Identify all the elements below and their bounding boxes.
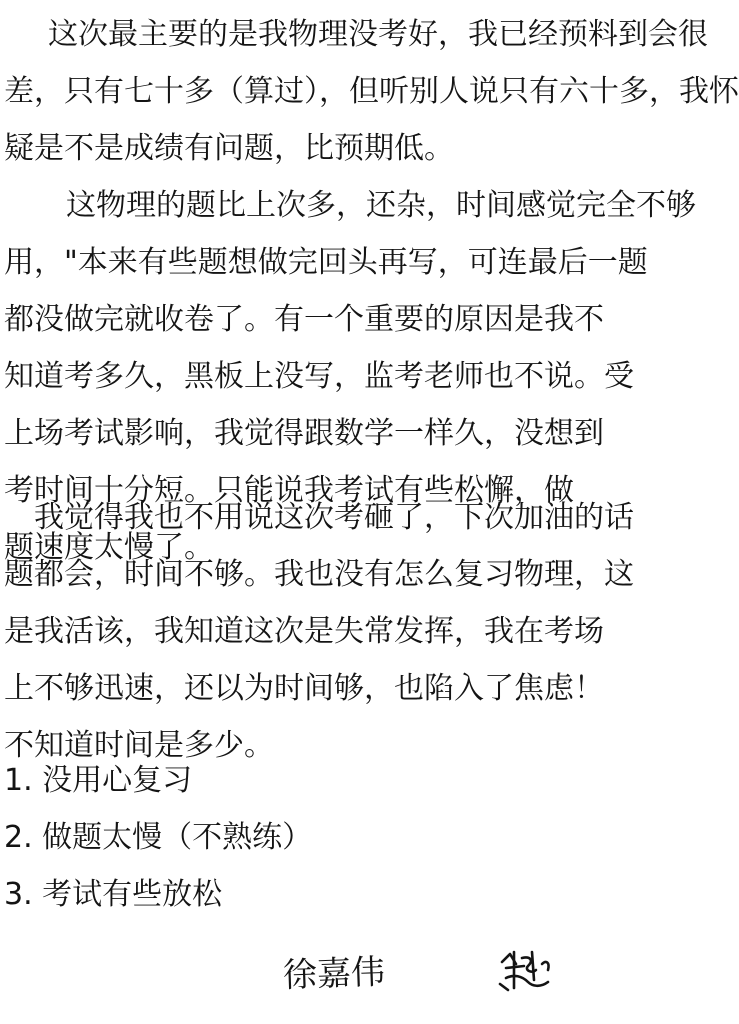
paragraph-line: 疑是不是成绩有问题，比预期低。	[4, 131, 454, 166]
paragraph-1	[0, 6, 739, 177]
list-item: 3. 考试有些放松	[4, 877, 223, 912]
paragraph-line: 这次最主要的是我物理没考好，我已经预料到会很	[48, 17, 708, 52]
paragraph-line: 不知道时间是多少。	[4, 728, 274, 763]
paragraph-line: 上不够迅速，还以为时间够，也陷入了焦虑！	[4, 671, 604, 706]
paragraph-line: 差，只有七十多（算过），但听别人说只有六十多，我怀	[4, 74, 739, 109]
paragraph-line: 知道考多久，黑板上没写，监考老师也不说。受	[4, 359, 634, 394]
signature-scribble-icon	[492, 944, 558, 996]
paragraph-line: 这物理的题比上次多，还杂，时间感觉完全不够	[66, 188, 696, 223]
paragraph-line: 我觉得我也不用说这次考砸了，下次加油的话	[34, 500, 634, 535]
paragraph-3	[0, 489, 649, 774]
reason-list	[0, 752, 649, 923]
paragraph-line: 题都会，时间不够。我也没有怎么复习物理，这	[4, 557, 634, 592]
list-item: 1. 没用心复习	[4, 763, 193, 798]
paragraph-line: 是我活该，我知道这次是失常发挥，我在考场	[4, 614, 604, 649]
paragraph-line: 都没做完就收卷了。有一个重要的原因是我不	[4, 302, 604, 337]
paragraph-line: 题速度太慢了。	[4, 530, 214, 565]
paragraph-line: 上场考试影响，我觉得跟数学一样久，没想到	[4, 416, 604, 451]
list-item: 2. 做题太慢（不熟练）	[4, 820, 313, 855]
signature-name: 徐嘉伟	[282, 952, 386, 996]
paragraph-line: 考时间十分短。只能说我考试有些松懈，做	[4, 473, 574, 508]
paragraph-line: 用，"本来有些题想做完回头再写，可连最后一题	[4, 245, 648, 280]
